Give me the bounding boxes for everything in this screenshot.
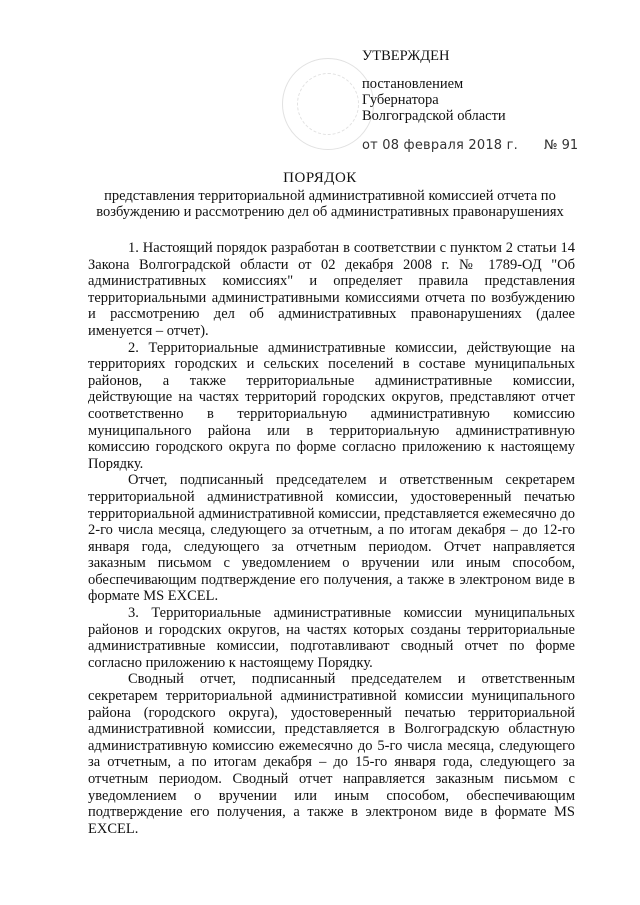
approval-block: [362, 48, 592, 154]
approval-number: № 91: [543, 138, 579, 153]
approval-line-region: Волгоградской области: [362, 108, 506, 124]
document-subtitle: представления территориальной административной комиссией отчета по возбуждению и рассмотрению дел об административных правонарушениях: [96, 188, 564, 220]
approval-line-governor: Губернатора: [362, 92, 439, 108]
paragraph-3: Отчет, подписанный председателем и ответственным секретарем территориальной административной комиссии, удостоверенный печатью территориальной административной комиссии, представляется ежемесячно до 2-го числа месяца, следующего за отчетным, а по итогам декабря – до 12-го января года, следующего за отчетным периодом. Отчет направляется заказным письмом с уведомлением о вручении или иным способом, обеспечивающим подтверждение его получения, а также в электроном виде в формате MS EXCEL.: [88, 472, 575, 605]
approval-date-row: [362, 138, 592, 154]
document-title: ПОРЯДОК: [283, 170, 357, 186]
paragraph-5: Сводный отчет, подписанный председателем и ответственным секретарем территориальной административной комиссии муниципального района (городского округа), удостоверенный печатью территориальной административной комиссии, представляется в Волгоградскую областную административную комиссию ежемесячно до 5-го числа месяца, следующего за отчетным, а по итогам декабря – до 15-го января года, следующего за отчетным периодом. Сводный отчет направляется заказным письмом с уведомлением о вручении или иным способом, обеспечивающим подтверждение его получения, а также в электроном виде в формате MS EXCEL.: [88, 671, 575, 837]
approval-heading: УТВЕРЖДЕН: [362, 48, 450, 64]
document-body: [88, 240, 575, 837]
approval-line-decree: постановлением: [362, 76, 464, 92]
paragraph-2: 2. Территориальные административные комиссии, действующие на территориях городских и сельских поселений в составе муниципальных районов, а также территориальные административные комиссии, действующие на частях территорий городских округов, представляют отчет соответственно в территориальную административную комиссию муниципального района или в территориальную административную комиссию городского округа по форме согласно приложению к настоящему Порядку.: [88, 339, 575, 472]
paragraph-4: 3. Территориальные административные комиссии муниципальных районов и городских округов, на частях которых созданы территориальные административные комиссии, подготавливают сводный отчет по форме согласно приложению к настоящему Порядку.: [88, 605, 575, 671]
paragraph-1: 1. Настоящий порядок разработан в соответствии с пунктом 2 статьи 14 Закона Волгоградской области от 02 декабря 2008 г. № 1789-ОД "Об административных комиссиях" и определяет правила представления территориальными административными комиссиями отчета по возбуждению и рассмотрению дел об административных правонарушениях (далее именуется – отчет).: [88, 240, 575, 339]
approval-date: от 08 февраля 2018 г.: [362, 138, 518, 153]
stamp-seal: [282, 58, 374, 150]
